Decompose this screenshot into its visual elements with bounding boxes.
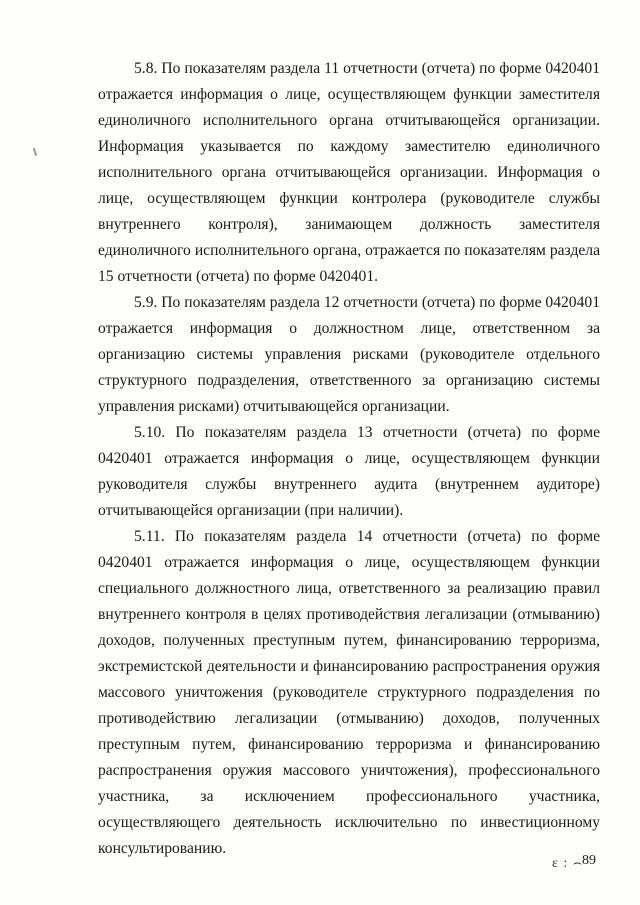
page-scan-mark: ε : ⌢ (552, 856, 583, 871)
margin-mark (33, 148, 38, 156)
document-body (98, 56, 600, 862)
paragraph-5-10: 5.10. По показателям раздела 13 отчетности (отчета) по форме 0420401 отражается информация о лице, осуществляющем функции руководителя службы внутреннего аудита (внутреннем аудиторе) отчитывающейся организации (при наличии). (98, 424, 600, 519)
paragraph-5-8: 5.8. По показателям раздела 11 отчетности (отчета) по форме 0420401 отражается информация о лице, осуществляющем функции заместителя единоличного исполнительного органа отчитывающейся организации. Информация указывается по каждому заместителю единоличного исполнительного органа отчитывающейся организации. Информация о лице, осуществляющем функции контролера (руководителе службы внутреннего контроля), занимающем должность заместителя единоличного исполнительного органа, отражается по показателям раздела 15 отчетности (отчета) по форме 0420401. (98, 60, 600, 285)
paragraph-5-11: 5.11. По показателям раздела 14 отчетности (отчета) по форме 0420401 отражается информация о лице, осуществляющем функции специального должностного лица, ответственного за реализацию правил внутреннего контроля в целях противодействия легализации (отмыванию) доходов, полученных преступным путем, финансированию терроризма, экстремистской деятельности и финансированию распространения оружия массового уничтожения (руководителе структурного подразделения по противодействию легализации (отмыванию) доходов, полученных преступным путем, финансированию терроризма и финансированию распространения оружия массового уничтожения), профессионального участника, за исключением профессионального участника, осуществляющего деятельность исключительно по инвестиционному консультированию. (98, 528, 600, 857)
page-number: 89 (582, 853, 596, 868)
paragraph-5-9: 5.9. По показателям раздела 12 отчетности (отчета) по форме 0420401 отражается информация о должностном лице, ответственном за организацию системы управления рисками (руководителе отдельного структурного подразделения, ответственного за организацию системы управления рисками) отчитывающейся организации. (98, 294, 600, 415)
